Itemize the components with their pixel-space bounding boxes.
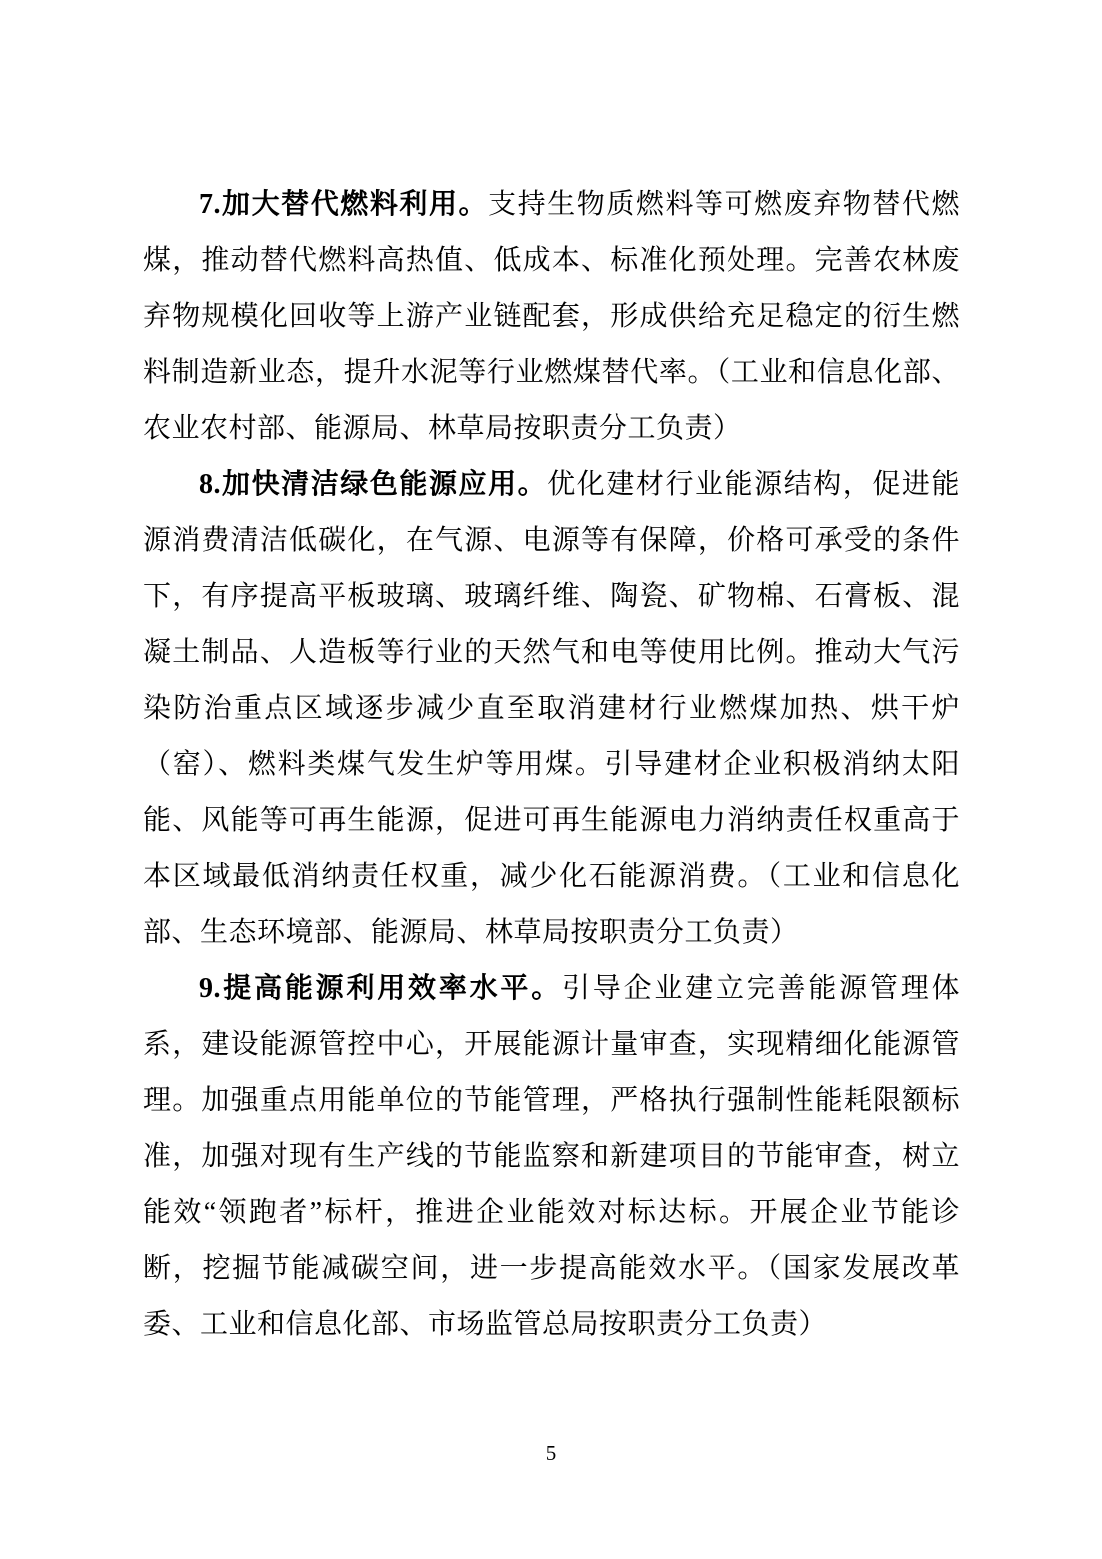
page-number: 5 bbox=[545, 1441, 557, 1465]
paragraph-7 bbox=[143, 177, 960, 457]
paragraph-8-heading: 8.加快清洁绿色能源应用。 bbox=[199, 469, 548, 500]
paragraph-9-heading: 9.提高能源利用效率水平。 bbox=[199, 973, 562, 1004]
document-body bbox=[143, 177, 960, 1353]
paragraph-9-text: 引导企业建立完善能源管理体系，建设能源管控中心，开展能源计量审查，实现精细化能源管理。加强重点用能单位的节能管理，严格执行强制性能耗限额标准，加强对现有生产线的节能监察和新建项目的节能审查，树立能效“领跑者”标杆，推进企业能效对标达标。开展企业节能诊断，挖掘节能减碳空间，进一步提高能效水平。（国家发展改革委、工业和信息化部、市场监管总局按职责分工负责） bbox=[143, 973, 960, 1340]
paragraph-8-text: 优化建材行业能源结构，促进能源消费清洁低碳化，在气源、电源等有保障，价格可承受的条件下，有序提高平板玻璃、玻璃纤维、陶瓷、矿物棉、石膏板、混凝土制品、人造板等行业的天然气和电等使用比例。推动大气污染防治重点区域逐步减少直至取消建材行业燃煤加热、烘干炉（窑）、燃料类煤气发生炉等用煤。引导建材企业积极消纳太阳能、风能等可再生能源，促进可再生能源电力消纳责任权重高于本区域最低消纳责任权重，减少化石能源消费。（工业和信息化部、生态环境部、能源局、林草局按职责分工负责） bbox=[143, 469, 960, 948]
paragraph-8 bbox=[143, 457, 960, 961]
paragraph-9 bbox=[143, 961, 960, 1353]
paragraph-7-heading: 7.加大替代燃料利用。 bbox=[199, 189, 489, 220]
paragraph-7-text: 支持生物质燃料等可燃废弃物替代燃煤，推动替代燃料高热值、低成本、标准化预处理。完善农林废弃物规模化回收等上游产业链配套，形成供给充足稳定的衍生燃料制造新业态，提升水泥等行业燃煤替代率。（工业和信息化部、农业农村部、能源局、林草局按职责分工负责） bbox=[143, 189, 960, 444]
page-footer bbox=[0, 1438, 1102, 1468]
